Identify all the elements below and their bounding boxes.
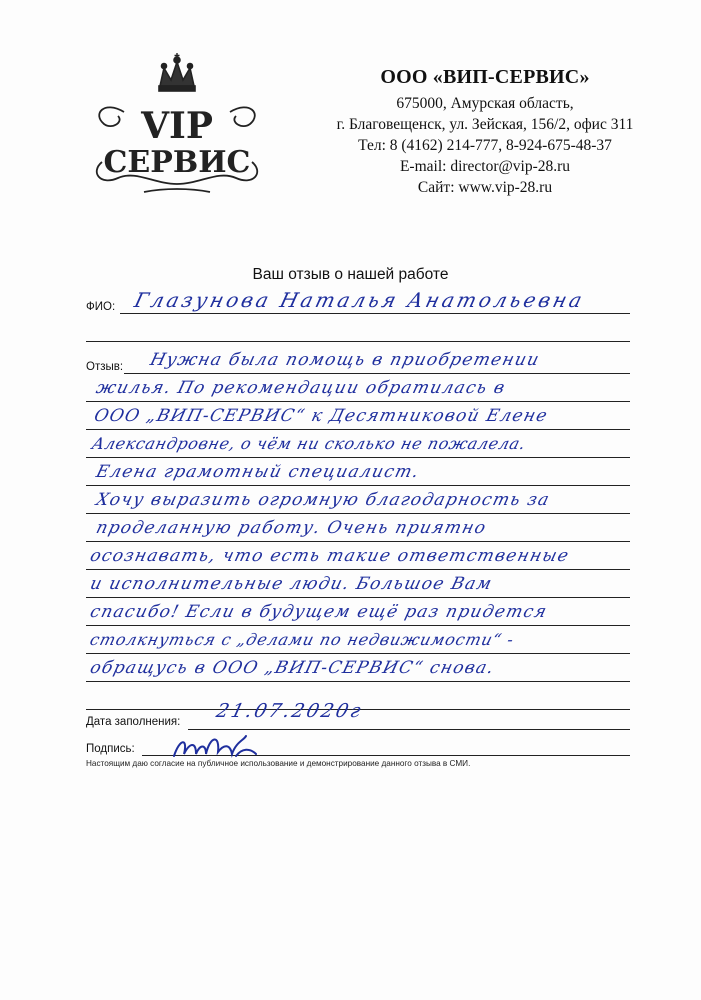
review-handwritten-line: Александровне, о чём ни сколько не пожалела. (90, 434, 528, 453)
review-line-7 (86, 541, 630, 542)
company-info (300, 66, 670, 198)
fio-handwritten: Глазунова Наталья Анатольевна (132, 288, 588, 312)
review-line-5 (86, 485, 630, 486)
signature-label: Подпись: (86, 743, 135, 755)
form-title: Ваш отзыв о нашей работе (252, 266, 449, 283)
review-handwritten-line: Нужна была помощь в приобретении (148, 350, 543, 370)
date-handwritten: 21.07.2020г (214, 700, 366, 722)
fio-line-2 (86, 341, 630, 342)
review-label: Отзыв: (86, 361, 124, 373)
company-address-line-1: 675000, Амурская область, (396, 95, 574, 112)
review-line-10 (86, 625, 630, 626)
review-handwritten-line: столкнуться с „делами по недвижимости“ - (88, 630, 517, 649)
review-line-9 (86, 597, 630, 598)
review-handwritten-line: жилья. По рекомендации обратилась в (94, 378, 508, 398)
fio-label: ФИО: (86, 301, 116, 313)
review-line-11 (86, 653, 630, 654)
company-email: E-mail: director@vip-28.ru (399, 158, 571, 175)
review-handwritten-line: осознавать, что есть такие ответственные (88, 546, 572, 566)
review-line-4 (86, 457, 630, 458)
review-handwritten-line: проделанную работу. Очень приятно (94, 518, 489, 538)
fio-line (120, 313, 630, 314)
svg-text:СЕРВИС: СЕРВИС (103, 145, 251, 180)
review-line-6 (86, 513, 630, 514)
svg-text:VIP: VIP (141, 105, 213, 147)
date-label: Дата заполнения: (86, 716, 181, 728)
company-website: Сайт: www.vip-28.ru (417, 179, 553, 196)
company-address-line-2: г. Благовещенск, ул. Зейская, 156/2, офис 311 (336, 116, 634, 133)
review-handwritten-line: и исполнительные люди. Большое Вам (88, 574, 495, 594)
company-phone: Тел: 8 (4162) 214-777, 8-924-675-48-37 (358, 137, 612, 154)
review-handwritten-line: Хочу выразить огромную благодарность за (94, 490, 553, 510)
crown-icon (159, 53, 195, 91)
review-line-2 (86, 401, 630, 402)
vip-logo-graphic (84, 50, 270, 200)
consent-text: Настоящим даю согласие на публичное использование и демонстрирование данного отзыва в СМИ. (86, 759, 471, 768)
review-handwritten-line: Елена грамотный специалист. (94, 462, 422, 482)
review-handwritten-line: обращусь в ООО „ВИП-СЕРВИС“ снова. (88, 658, 497, 678)
review-handwritten-line: ООО „ВИП-СЕРВИС“ к Десятниковой Елене (92, 406, 551, 426)
company-name: ООО «ВИП-СЕРВИС» (380, 66, 590, 88)
review-line-1 (124, 373, 630, 374)
review-line-8 (86, 569, 630, 570)
review-line-3 (86, 429, 630, 430)
review-line-12 (86, 681, 630, 682)
review-handwritten-line: спасибо! Если в будущем ещё раз придется (88, 602, 550, 622)
company-logo (84, 50, 270, 200)
